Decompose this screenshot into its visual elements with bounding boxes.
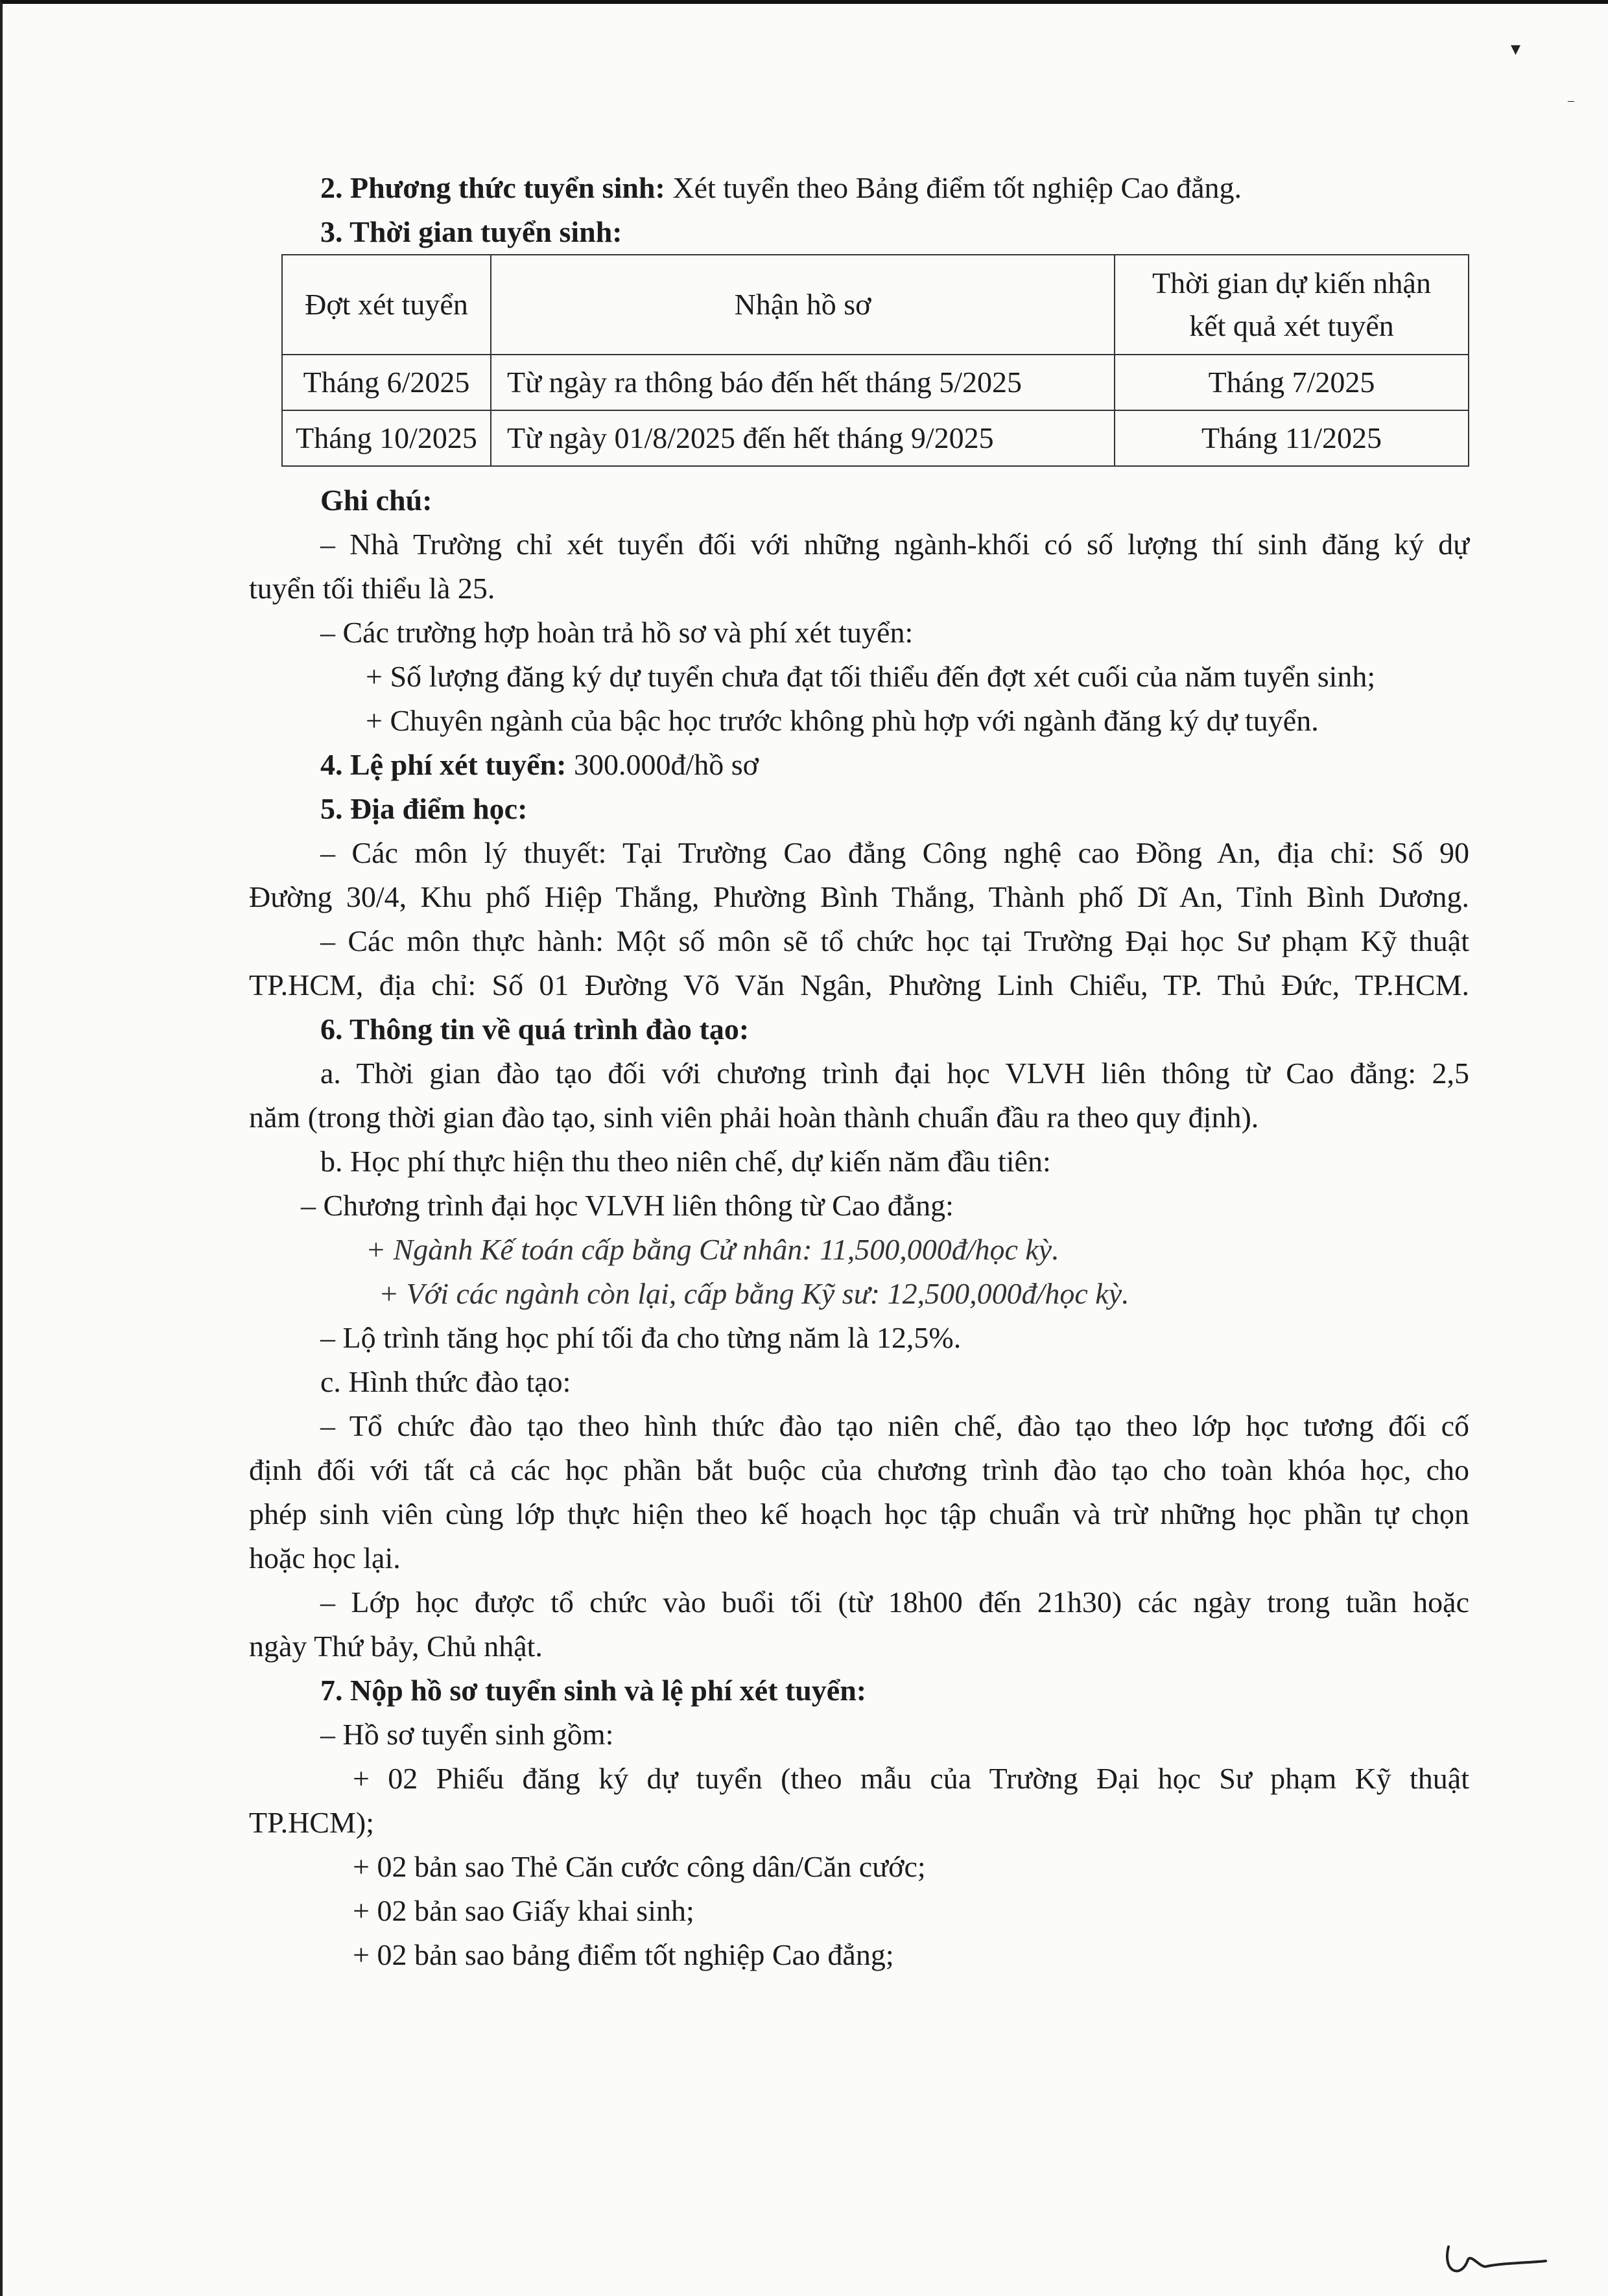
notes-line: – Nhà Trường chỉ xét tuyển đối với những ngành-khối có số lượng thí sinh đăng ký dự bbox=[320, 528, 1469, 561]
header-cell-result: Thời gian dự kiến nhận kết quả xét tuyển bbox=[1115, 255, 1469, 355]
section-6-line: – Tổ chức đào tạo theo hình thức đào tạo niên chế, đào tạo theo lớp học tương đối cố bbox=[320, 1409, 1469, 1442]
notes-line: + Số lượng đăng ký dự tuyển chưa đạt tối thiểu đến đợt xét cuối của năm tuyển sinh; bbox=[366, 660, 1376, 693]
section-5-heading: 5. Địa điểm học: bbox=[320, 792, 528, 825]
tuition-item: + Ngành Kế toán cấp bằng Cử nhân: 11,500,000đ/học kỳ. bbox=[366, 1233, 1059, 1266]
header-cell-receive: Nhận hồ sơ bbox=[491, 255, 1115, 355]
section-5-line: Đường 30/4, Khu phố Hiệp Thắng, Phường Bình Thắng, Thành phố Dĩ An, Tỉnh Bình Dương. bbox=[249, 880, 1469, 913]
section-6-line: b. Học phí thực hiện thu theo niên chế, dự kiến năm đầu tiên: bbox=[320, 1145, 1051, 1178]
section-5-line: TP.HCM, địa chỉ: Số 01 Đường Võ Văn Ngân, Phường Linh Chiểu, TP. Thủ Đức, TP.HCM. bbox=[249, 968, 1469, 1002]
section-6-heading: 6. Thông tin về quá trình đào tạo: bbox=[320, 1013, 750, 1046]
section-6-line: a. Thời gian đào tạo đối với chương trình đại học VLVH liên thông từ Cao đẳng: 2,5 bbox=[320, 1057, 1469, 1090]
section-2 bbox=[249, 166, 1469, 210]
tuition-item: + Với các ngành còn lại, cấp bằng Kỹ sư: 12,500,000đ/học kỳ. bbox=[379, 1277, 1129, 1310]
section-7-heading: 7. Nộp hồ sơ tuyển sinh và lệ phí xét tuyển: bbox=[320, 1674, 867, 1707]
section-2-heading: 2. Phương thức tuyển sinh: bbox=[320, 171, 665, 204]
table-cell: Tháng 10/2025 bbox=[282, 410, 491, 466]
table-header-row bbox=[282, 255, 1469, 355]
table-cell: Từ ngày ra thông báo đến hết tháng 5/2025 bbox=[491, 355, 1115, 410]
section-4 bbox=[249, 743, 1469, 787]
section-7-line: + 02 bản sao Giấy khai sinh; bbox=[353, 1894, 694, 1927]
section-6-line: phép sinh viên cùng lớp thực hiện theo kế hoạch học tập chuẩn và trừ những học phần tự chọn bbox=[249, 1497, 1469, 1530]
section-6-line: – Lộ trình tăng học phí tối đa cho từng năm là 12,5%. bbox=[320, 1321, 962, 1354]
section-6-line: c. Hình thức đào tạo: bbox=[320, 1365, 571, 1398]
section-6-line: ngày Thứ bảy, Chủ nhật. bbox=[249, 1630, 543, 1663]
section-7-line: TP.HCM); bbox=[249, 1806, 374, 1839]
handwritten-initial-mark bbox=[1442, 2234, 1552, 2286]
table-cell: Tháng 6/2025 bbox=[282, 355, 491, 410]
notes-line: – Các trường hợp hoàn trả hồ sơ và phí xét tuyển: bbox=[320, 616, 914, 649]
notes-line: tuyển tối thiểu là 25. bbox=[249, 572, 495, 605]
section-7-line: + 02 Phiếu đăng ký dự tuyển (theo mẫu của Trường Đại học Sư phạm Kỹ thuật bbox=[353, 1762, 1469, 1795]
section-6-line: hoặc học lại. bbox=[249, 1541, 401, 1575]
document-body bbox=[249, 166, 1469, 1977]
notes-line: + Chuyên ngành của bậc học trước không phù hợp với ngành đăng ký dự tuyển. bbox=[366, 704, 1319, 737]
table-cell: Từ ngày 01/8/2025 đến hết tháng 9/2025 bbox=[491, 410, 1115, 466]
section-7-line: – Hồ sơ tuyển sinh gồm: bbox=[320, 1718, 614, 1751]
section-5-line: – Các môn lý thuyết: Tại Trường Cao đẳng Công nghệ cao Đồng An, địa chỉ: Số 90 bbox=[320, 836, 1469, 869]
header-cell-round: Đợt xét tuyển bbox=[282, 255, 491, 355]
table-cell: Tháng 7/2025 bbox=[1115, 355, 1469, 410]
section-2-text: Xét tuyển theo Bảng điểm tốt nghiệp Cao đẳng. bbox=[672, 171, 1242, 204]
section-3-heading: 3. Thời gian tuyển sinh: bbox=[320, 215, 622, 248]
admission-schedule-table bbox=[281, 254, 1469, 467]
section-6-line: năm (trong thời gian đào tạo, sinh viên phải hoàn thành chuẩn đầu ra theo quy định). bbox=[249, 1101, 1259, 1134]
table-row bbox=[282, 355, 1469, 410]
table-cell: Tháng 11/2025 bbox=[1115, 410, 1469, 466]
section-4-heading: 4. Lệ phí xét tuyển: bbox=[320, 748, 567, 781]
section-7-line: + 02 bản sao Thẻ Căn cước công dân/Căn cước; bbox=[353, 1850, 926, 1883]
section-6-line: – Chương trình đại học VLVH liên thông từ Cao đẳng: bbox=[301, 1189, 954, 1222]
section-7-line: + 02 bản sao bảng điểm tốt nghiệp Cao đẳng; bbox=[353, 1938, 894, 1971]
notes-heading: Ghi chú: bbox=[320, 484, 432, 517]
section-6-line: – Lớp học được tổ chức vào buổi tối (từ 18h00 đến 21h30) các ngày trong tuần hoặc bbox=[320, 1586, 1469, 1619]
section-5-line: – Các môn thực hành: Một số môn sẽ tổ chức học tại Trường Đại học Sư phạm Kỹ thuật bbox=[320, 924, 1469, 957]
scan-speck-mark: ▾ bbox=[1511, 38, 1521, 60]
table-row bbox=[282, 410, 1469, 466]
section-4-text: 300.000đ/hồ sơ bbox=[574, 748, 759, 781]
section-6-line: định đối với tất cả các học phần bắt buộc của chương trình đào tạo cho toàn khóa học, cho bbox=[249, 1453, 1469, 1486]
scan-dash-mark: – bbox=[1568, 93, 1574, 108]
